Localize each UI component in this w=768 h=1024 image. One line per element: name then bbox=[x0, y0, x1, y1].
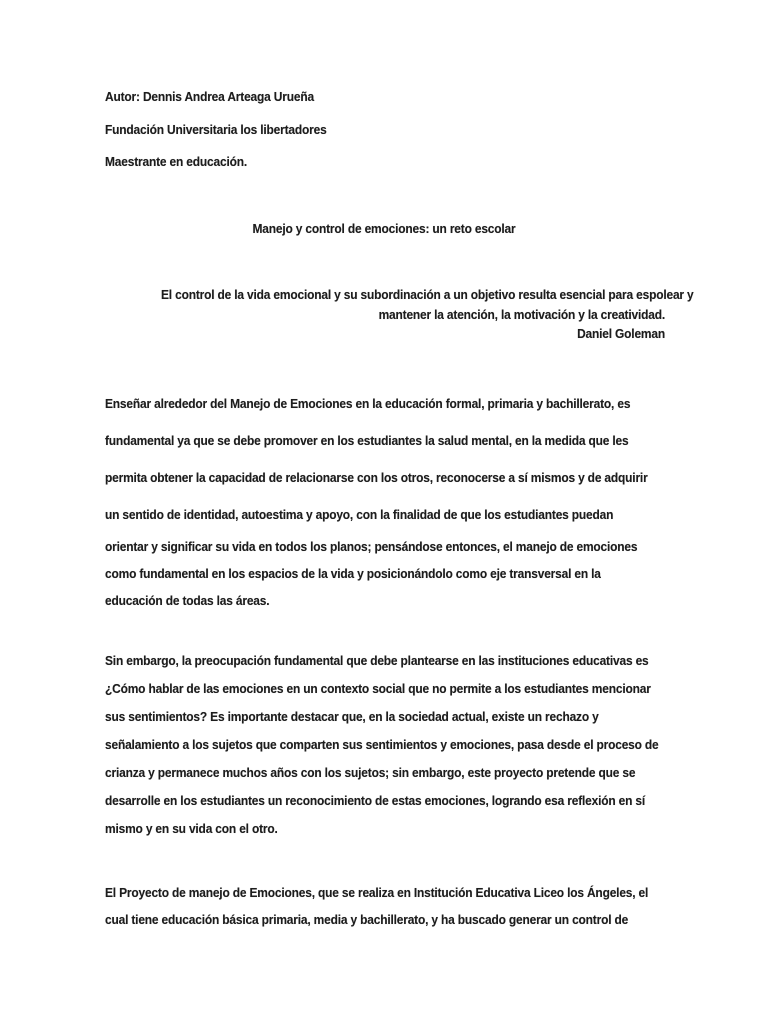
body-text-line: sus sentimientos? Es importante destacar que, en la sociedad actual, existe un rechazo y bbox=[105, 709, 599, 724]
body-text-line: Enseñar alrededor del Manejo de Emociones en la educación formal, primaria y bachillerato, es bbox=[105, 396, 631, 411]
body-text-line: fundamental ya que se debe promover en los estudiantes la salud mental, en la medida que les bbox=[105, 433, 629, 448]
epigraph-line: mantener la atención, la motivación y la creatividad. bbox=[378, 306, 665, 322]
epigraph-line: El control de la vida emocional y su subordinación a un objetivo resulta esencial para espolear y bbox=[161, 287, 694, 302]
epigraph-attribution: Daniel Goleman bbox=[577, 326, 665, 341]
body-text-line: cual tiene educación básica primaria, media y bachillerato, y ha buscado generar un control de bbox=[105, 912, 629, 927]
author-block bbox=[105, 81, 665, 179]
body-text-line: desarrolle en los estudiantes un reconocimiento de estas emociones, logrando esa reflexión en sí bbox=[105, 793, 646, 808]
author-line: Autor: Dennis Andrea Arteaga Urueña bbox=[105, 89, 314, 104]
body-text-line: un sentido de identidad, autoestima y apoyo, con la finalidad de que los estudiantes puedan bbox=[105, 507, 614, 522]
body-text-line: señalamiento a los sujetos que comparten sus sentimientos y emociones, pasa desde el proceso de bbox=[105, 737, 659, 752]
epigraph-quote bbox=[105, 285, 694, 344]
body-paragraph-1 bbox=[105, 385, 665, 614]
body-text-line: permita obtener la capacidad de relacionarse con los otros, reconocerse a sí mismos y de adquirir bbox=[105, 470, 648, 485]
body-paragraph-2 bbox=[105, 647, 665, 843]
document-title bbox=[0, 220, 768, 238]
body-text-line: mismo y en su vida con el otro. bbox=[105, 821, 278, 836]
body-paragraph-3 bbox=[105, 879, 665, 933]
document-title-text: Manejo y control de emociones: un reto escolar bbox=[252, 221, 516, 236]
body-text-line: educación de todas las áreas. bbox=[105, 593, 270, 608]
author-affiliation-line: Fundación Universitaria los libertadores bbox=[105, 121, 327, 137]
body-text-line: orientar y significar su vida en todos los planos; pensándose entonces, el manejo de emociones bbox=[105, 539, 638, 554]
body-text-line: ¿Cómo hablar de las emociones en un contexto social que no permite a los estudiantes mencionar bbox=[105, 681, 651, 696]
body-text-line: Sin embargo, la preocupación fundamental que debe plantearse en las instituciones educativas es bbox=[105, 653, 649, 668]
body-text-line: El Proyecto de manejo de Emociones, que se realiza en Institución Educativa Liceo los Ángeles, el bbox=[105, 885, 649, 900]
author-role-line: Maestrante en educación. bbox=[105, 154, 248, 169]
body-text-line: como fundamental en los espacios de la vida y posicionándolo como eje transversal en la bbox=[105, 566, 601, 581]
body-text-line: crianza y permanece muchos años con los sujetos; sin embargo, este proyecto pretende que se bbox=[105, 765, 636, 780]
